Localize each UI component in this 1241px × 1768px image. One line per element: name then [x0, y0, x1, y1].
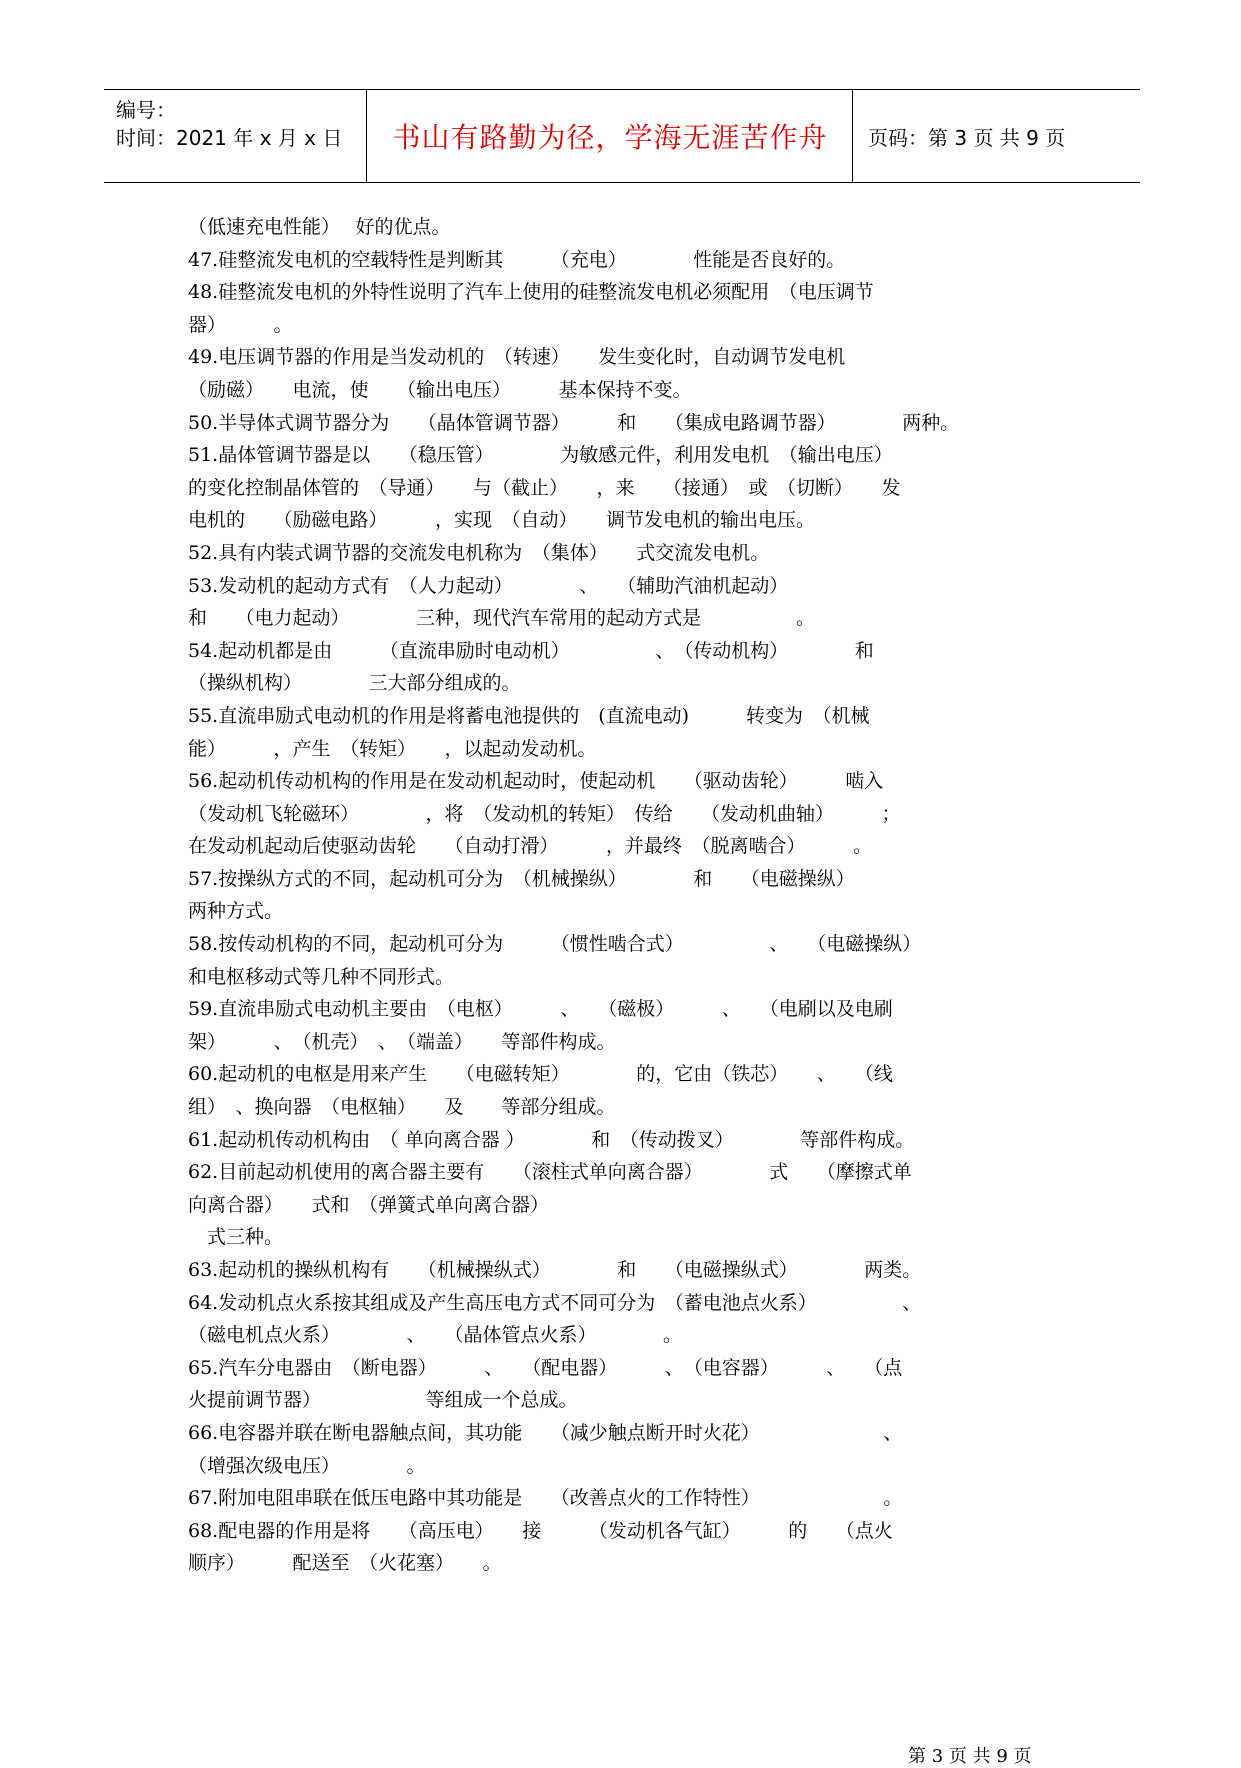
header-middle-cell [368, 90, 853, 182]
text-line: 55.直流串励式电动机的作用是将蓄电池提供的 (直流电动) 转变为 （机械 [188, 704, 870, 727]
text-line: 的变化控制晶体管的 （导通） 与（截止） ，来 （接通） 或 （切断） 发 [188, 476, 901, 499]
text-line: 47.硅整流发电机的空载特性是判断其 （充电） 性能是否良好的。 [188, 248, 846, 271]
text-line: （励磁） 电流，使 （输出电压） 基本保持不变。 [188, 378, 692, 401]
text-line: （磁电机点火系） 、 （晶体管点火系） 。 [188, 1324, 683, 1347]
text-line: 58.按传动机构的不同，起动机可分为 （惯性啮合式） 、 （电磁操纵） [188, 933, 922, 956]
header-left-cell [104, 90, 367, 182]
text-line: 50.半导体式调节器分为 （晶体管调节器） 和 （集成电路调节器） 两种。 [188, 411, 960, 434]
document-body [188, 211, 1060, 1580]
text-line: 59.直流串励式电动机主要由 （电枢） 、 （磁极） 、 （电刷以及电刷 [188, 998, 893, 1021]
text-line: 和电枢移动式等几种不同形式。 [188, 965, 455, 988]
text-line: 49.电压调节器的作用是当发动机的 （转速） 发生变化时，自动调节发电机 [188, 346, 846, 369]
text-line: 63.起动机的操纵机构有 （机械操纵式） 和 （电磁操纵式） 两类。 [188, 1259, 922, 1281]
document-number-label: 编号： [116, 98, 176, 122]
text-line: 67.附加电阻串联在低压电路中其功能是 （改善点火的工作特性） 。 [188, 1487, 903, 1510]
text-line: （低速充电性能） 好的优点。 [188, 216, 451, 238]
text-line: 51.晶体管调节器是以 （稳压管） 为敏感元件，利用发电机 （输出电压） [188, 444, 893, 467]
header-page-code: 页码：第 3 页 共 9 页 [868, 126, 1066, 150]
text-line: 68.配电器的作用是将 （高压电） 接 （发动机各气缸） 的 （点火 [188, 1519, 893, 1542]
text-line: （操纵机构） 三大部分组成的。 [188, 672, 521, 695]
text-line: 52.具有内装式调节器的交流发电机称为 （集体） 式交流发电机。 [188, 541, 770, 564]
text-line: 组） 、换向器 （电枢轴） 及 等部分组成。 [188, 1096, 616, 1119]
text-line: 器） 。 [188, 313, 293, 336]
text-line: 电机的 （励磁电路） ，实现 （自动） 调节发电机的输出电压。 [188, 509, 816, 532]
page-header [104, 89, 1140, 183]
header-right-cell [854, 90, 1140, 182]
text-line: 向离合器） 式和 （弹簧式单向离合器） [188, 1193, 550, 1216]
text-line: 架） 、 （机壳） 、 （端盖） 等部件构成。 [188, 1030, 616, 1053]
text-line: 60.起动机的电枢是用来产生 （电磁转矩） 的，它由（铁芯） 、 （线 [188, 1063, 893, 1086]
text-line: 57.按操纵方式的不同，起动机可分为 （机械操纵） 和 （电磁操纵） [188, 867, 855, 890]
text-line: （增强次级电压） 。 [188, 1454, 426, 1477]
page-footer: 第 3 页 共 9 页 [908, 1746, 1032, 1767]
text-line: 式三种。 [188, 1226, 284, 1249]
text-line: 和 （电力起动） 三种，现代汽车常用的起动方式是 。 [188, 607, 816, 630]
text-line: 65.汽车分电器由 （断电器） 、 （配电器） 、 （电容器） 、 （点 [188, 1356, 903, 1379]
text-line: 顺序） 配送至 （火花塞） 。 [188, 1552, 502, 1575]
text-line: 48.硅整流发电机的外特性说明了汽车上使用的硅整流发电机必须配用 （电压调节 [188, 281, 874, 304]
document-time-label: 时间：2021 年 x 月 x 日 [116, 126, 343, 150]
text-line: 53.发动机的起动方式有 （人力起动） 、 （辅助汽油机起动） [188, 574, 789, 597]
text-line: 64.发动机点火系按其组成及产生高压电方式不同可分为 （蓄电池点火系） 、 [188, 1291, 922, 1314]
text-line: 56.起动机传动机构的作用是在发动机起动时，使起动机 （驱动齿轮） 啮入 [188, 770, 884, 793]
text-line: 两种方式。 [188, 900, 284, 923]
text-line: 在发动机起动后使驱动齿轮 （自动打滑） ，并最终 （脱离啮合） 。 [188, 835, 873, 858]
text-line: 62.目前起动机使用的离合器主要有 （滚柱式单向离合器） 式 （摩擦式单 [188, 1161, 912, 1184]
text-line: 能） ，产生 （转矩） ，以起动发动机。 [188, 737, 597, 760]
header-motto: 书山有路勤为径，学海无涯苦作舟 [392, 121, 828, 154]
text-line: 66.电容器并联在断电器触点间，其功能 （减少触点断开时火花） 、 [188, 1421, 903, 1444]
text-line: 54.起动机都是由 （直流串励时电动机） 、 （传动机构） 和 [188, 639, 874, 662]
text-line: 61.起动机传动机构由 （ 单向离合器 ） 和 （传动拨叉） 等部件构成。 [188, 1128, 915, 1151]
text-line: （发动机飞轮磁环） ，将 （发动机的转矩） 传给 （发动机曲轴） ； [188, 802, 901, 825]
text-line: 火提前调节器） 等组成一个总成。 [188, 1389, 578, 1412]
